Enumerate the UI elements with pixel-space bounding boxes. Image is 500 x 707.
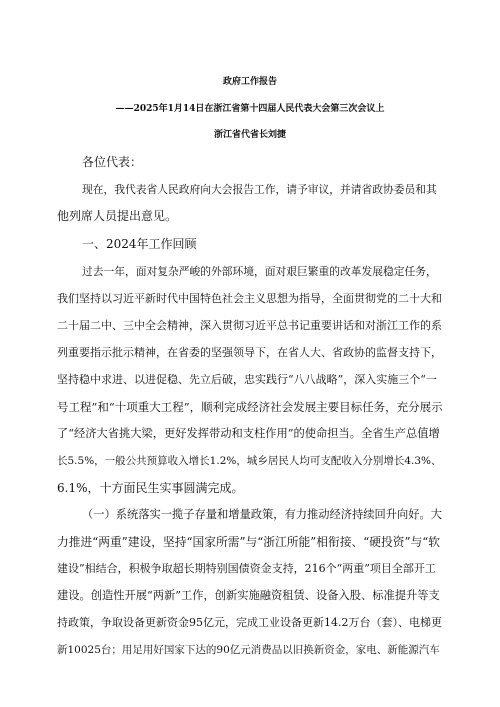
body-line-10: 了“经济大省挑大梁，更好发挥带动和支柱作用”的使命担当。全省生产总值增 bbox=[57, 427, 440, 440]
salutation-line: 各位代表： bbox=[82, 155, 143, 169]
document-speaker: 浙江省代省长刘捷 bbox=[213, 130, 286, 140]
body-line-2: 他列席人员提出意见。 bbox=[57, 209, 178, 223]
body-line-11: 长5.5%，一般公共预算收入增长1.2%，城乡居民人均可支配收入分别增长4.3%、 bbox=[57, 455, 442, 467]
body-line-5: 我们坚持以习近平新时代中国特色社会主义思想为指导，全面贯彻党的二十大和 bbox=[57, 292, 442, 305]
body-line-17: 持政策，争取设备更新资金95亿元，完成工业设备更新14.2万台（套）、电梯更 bbox=[57, 616, 442, 629]
body-line-12: 6.1%，十方面民生实事圆满完成。 bbox=[57, 481, 244, 495]
subsection-line-13: （一）系统落实一揽子存量和增量政策，有力推动经济持续回升向好。大 bbox=[82, 508, 443, 521]
body-line-9: 号工程”和“十项重大工程”，顺利完成经济社会发展主要目标任务，充分展示 bbox=[57, 400, 443, 414]
body-line-16: 建设。创造性开展“两新”工作，创新实施融资租赁、设备入股、标准提升等支 bbox=[57, 589, 440, 602]
section-heading: 一、2024年工作回顾 bbox=[82, 237, 197, 251]
body-line-15: 建设”相结合，积极争取超长期特别国债资金支持，216个“两重”项目全部开工 bbox=[57, 562, 436, 575]
body-line-1: 现在，我代表省人民政府向大会报告工作，请予审议，并请省政协委员和其 bbox=[82, 183, 437, 196]
body-line-4: 过去一年，面对复杂严峻的外部环境，面对艰巨繁重的改革发展稳定任务， bbox=[82, 265, 437, 278]
body-line-18: 新10025台；用足用好国家下达的90亿元消费品以旧换新资金，家电、新能源汽车 bbox=[57, 644, 440, 656]
document-title: 政府工作报告 bbox=[222, 77, 277, 87]
body-line-6: 二十届二中、三中全会精神，深入贯彻习近平总书记重要讲话和对浙江工作的系 bbox=[57, 319, 442, 332]
body-line-8: 坚持稳中求进、以进促稳、先立后破，忠实践行“八八战略”，深入实施三个“一 bbox=[57, 373, 437, 386]
body-line-7: 列重要指示批示精神，在省委的坚强领导下，在省人大、省政协的监督支持下， bbox=[57, 346, 442, 359]
body-line-14: 力推进“两重”建设，坚持“国家所需”与“浙江所能”相衔接、“硬投资”与“软 bbox=[57, 535, 441, 549]
document-subtitle: ——2025年1月14日在浙江省第十四届人民代表大会第三次会议上 bbox=[115, 104, 385, 114]
